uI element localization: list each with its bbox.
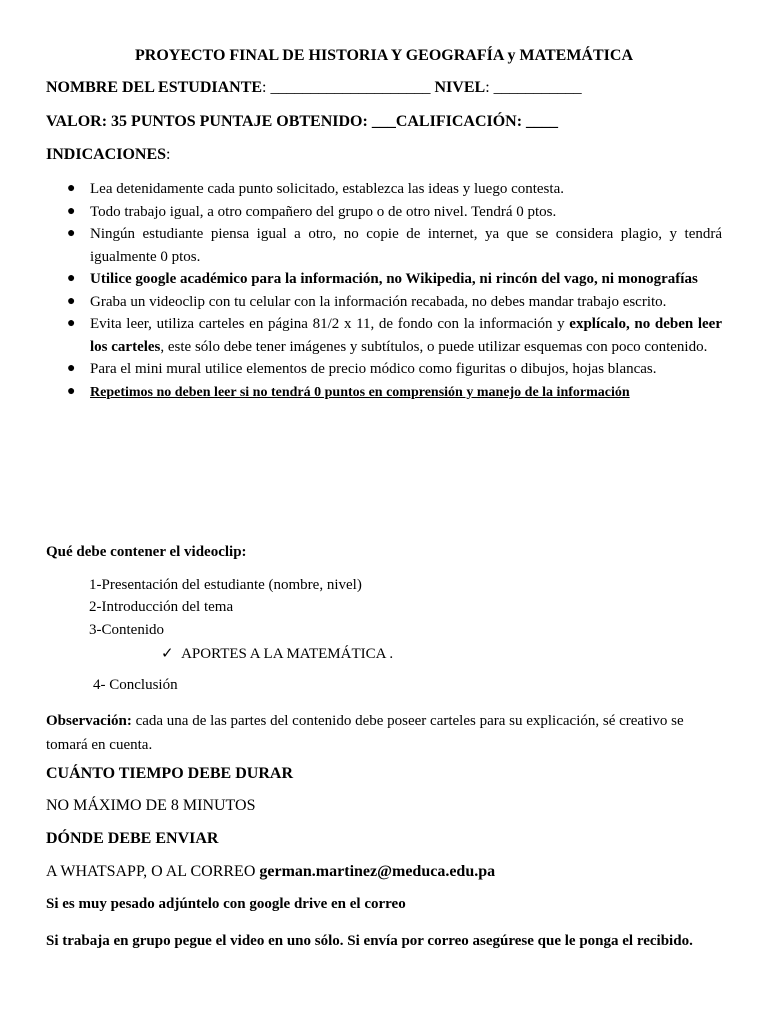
step-3: 3-Contenido xyxy=(89,622,164,638)
list-item xyxy=(46,381,722,405)
bullet-icon: ● xyxy=(67,226,76,241)
bullet-text: Para el mini mural utilice elementos de precio módico como figuritas o dibujos, hojas blancas. xyxy=(90,361,657,377)
bullet-text: Graba un videoclip con tu celular con la información recabada, no debes mandar trabajo escrito. xyxy=(90,293,667,310)
bullet-warning-text: Repetimos no deben leer si no tendrá 0 puntos en comprensión y manejo de la información xyxy=(90,384,630,400)
duration-value: NO MÁXIMO DE 8 MINUTOS xyxy=(46,797,256,814)
send-prefix: A WHATSAPP, O AL CORREO xyxy=(46,863,260,880)
step-2: 2-Introducción del tema xyxy=(89,599,234,615)
bullet-icon: ● xyxy=(67,203,76,219)
duration-heading: CUÁNTO TIEMPO DEBE DURAR xyxy=(46,765,293,782)
send-line xyxy=(46,863,495,881)
bullet-text: Todo trabajo igual, a otro compañero del grupo o de otro nivel. Tendrá 0 ptos. xyxy=(90,203,557,220)
bullet-icon: ● xyxy=(67,383,76,399)
list-item xyxy=(46,268,722,291)
level-label: NIVEL xyxy=(434,79,486,96)
drive-note: Si es muy pesado adjúntelo con google drive en el correo xyxy=(46,896,406,912)
indications-list xyxy=(46,178,722,404)
observation-paragraph xyxy=(46,709,726,757)
list-item xyxy=(46,223,722,268)
bullet-text: , este sólo debe tener imágenes y subtítulos, o puede utilizar esquemas con poco contenido. xyxy=(160,338,708,355)
list-item xyxy=(46,313,722,358)
list-item xyxy=(46,178,722,201)
checkmark-icon: ✓ xyxy=(161,646,174,662)
bullet-icon: ● xyxy=(67,271,76,286)
bullet-text: Evita leer, utiliza carteles en página 81/2 x 11, de fondo con la información y xyxy=(90,316,570,332)
student-name-line xyxy=(46,79,582,97)
observation-label: Observación: xyxy=(46,713,132,729)
student-name-label: NOMBRE DEL ESTUDIANTE xyxy=(46,79,263,96)
list-item xyxy=(46,291,722,314)
document-title: PROYECTO FINAL DE HISTORIA Y GEOGRAFÍA y MATEMÁTICA xyxy=(135,47,633,64)
list-item xyxy=(46,358,722,381)
step-1: 1-Presentación del estudiante (nombre, nivel) xyxy=(89,577,362,593)
indications-heading xyxy=(46,146,170,164)
check-item-text: APORTES A LA MATEMÁTICA . xyxy=(181,646,394,662)
email-address: german.martinez@meduca.edu.pa xyxy=(259,863,496,880)
bullet-icon: ● xyxy=(67,293,76,309)
send-heading: DÓNDE DEBE ENVIAR xyxy=(46,830,219,847)
bullet-icon: ● xyxy=(67,361,76,376)
bullet-text: Utilice google académico para la información, no Wikipedia, ni rincón del vago, ni monografías xyxy=(90,271,698,287)
bullet-bold-text: explícalo, no deben leer los carteles xyxy=(90,316,722,355)
videoclip-heading: Qué debe contener el videoclip: xyxy=(46,544,247,560)
group-note: Si trabaja en grupo pegue el video en uno sólo. Si envía por correo asegúrese que le ponga el recibido. xyxy=(46,933,693,949)
bullet-icon: ● xyxy=(67,316,76,331)
observation-text: cada una de las partes del contenido debe poseer carteles para su explicación, sé creativo se tomará en cuenta. xyxy=(46,713,684,753)
indications-colon: : xyxy=(166,146,171,163)
bullet-text: Lea detenidamente cada punto solicitado, establezca las ideas y luego contesta. xyxy=(90,181,564,197)
student-name-blank: : ____________________ xyxy=(262,79,435,96)
level-blank: : ___________ xyxy=(485,79,582,96)
value-score-line: VALOR: 35 PUNTOS PUNTAJE OBTENIDO: ___CALIFICACIÓN: ____ xyxy=(46,113,559,130)
list-item xyxy=(46,201,722,224)
step-4: 4- Conclusión xyxy=(93,677,178,693)
bullet-text: Ningún estudiante piensa igual a otro, no copie de internet, ya que se considera plagio, y tendrá igualmente 0 ptos. xyxy=(90,226,722,265)
indications-label: INDICACIONES xyxy=(46,146,167,163)
bullet-icon: ● xyxy=(67,181,76,196)
content-check-item xyxy=(161,644,393,663)
